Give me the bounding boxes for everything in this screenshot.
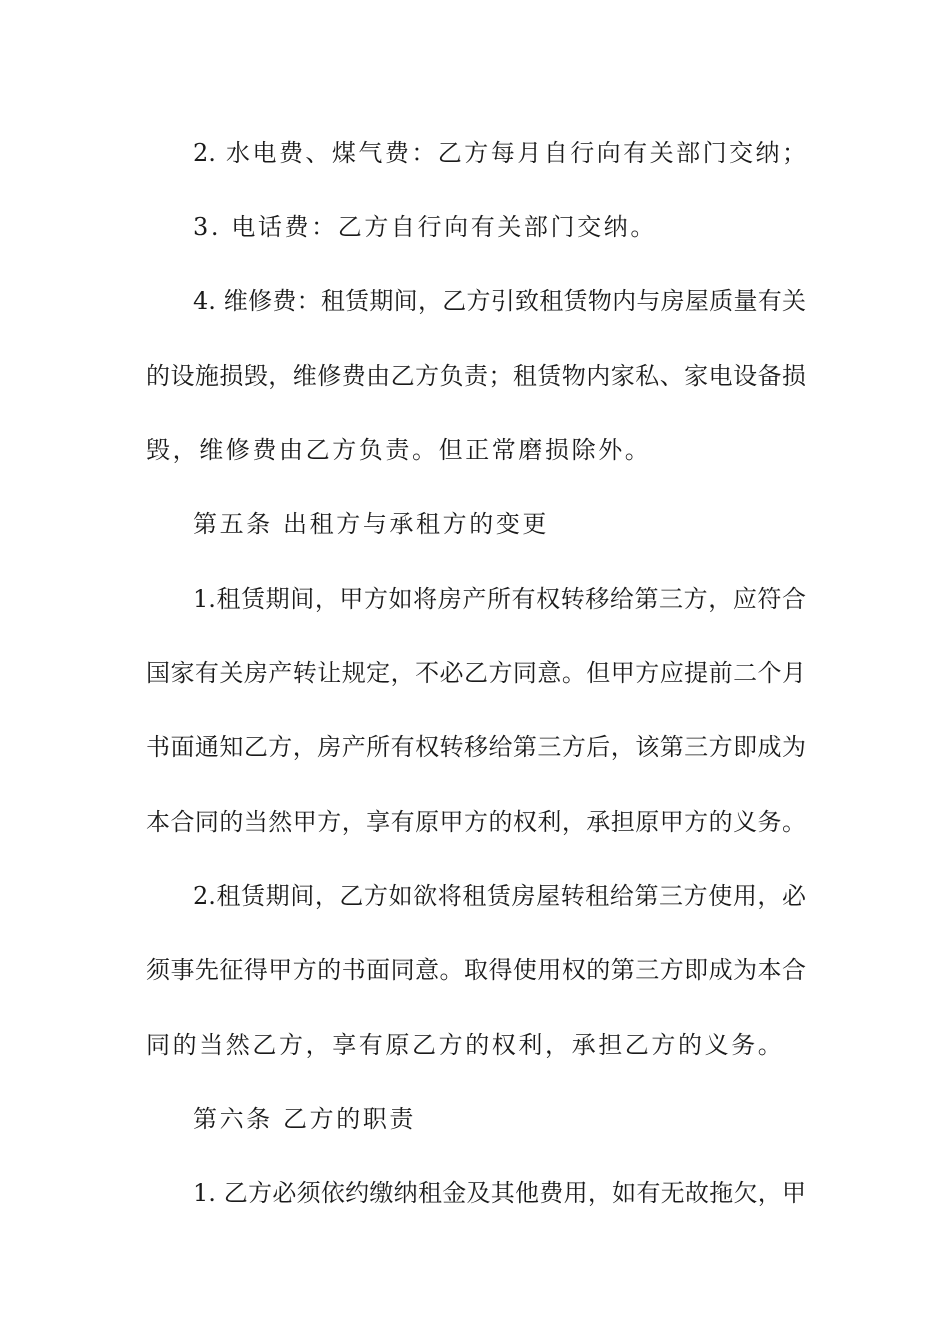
paragraph-line: 同的当然乙方，享有原乙方的权利，承担乙方的义务。 [146, 1031, 785, 1059]
paragraph-line: 1.租赁期间，甲方如将房产所有权转移给第三方，应符合 [193, 585, 806, 613]
paragraph-line: 2.租赁期间，乙方如欲将租赁房屋转租给第三方使用，必 [193, 882, 806, 910]
paragraph-line: 2. 水电费、煤气费：乙方每月自行向有关部门交纳； [193, 139, 806, 167]
paragraph-line: 本合同的当然甲方，享有原甲方的权利，承担原甲方的义务。 [146, 808, 806, 836]
paragraph-line: 书面通知乙方，房产所有权转移给第三方后，该第三方即成为 [146, 733, 806, 761]
paragraph-line: 4. 维修费：租赁期间，乙方引致租赁物内与房屋质量有关 [193, 287, 806, 315]
paragraph-line: 国家有关房产转让规定，不必乙方同意。但甲方应提前二个月 [146, 659, 806, 687]
paragraph-line: 3. 电话费：乙方自行向有关部门交纳。 [193, 213, 657, 241]
section-heading: 第五条 出租方与承租方的变更 [193, 510, 550, 538]
paragraph-line: 的设施损毁，维修费由乙方负责；租赁物内家私、家电设备损 [146, 362, 806, 390]
paragraph-line: 须事先征得甲方的书面同意。取得使用权的第三方即成为本合 [146, 956, 806, 984]
paragraph-line: 毁，维修费由乙方负责。但正常磨损除外。 [146, 436, 652, 464]
section-heading: 第六条 乙方的职责 [193, 1105, 417, 1133]
paragraph-line: 1. 乙方必须依约缴纳租金及其他费用，如有无故拖欠，甲 [193, 1179, 806, 1207]
